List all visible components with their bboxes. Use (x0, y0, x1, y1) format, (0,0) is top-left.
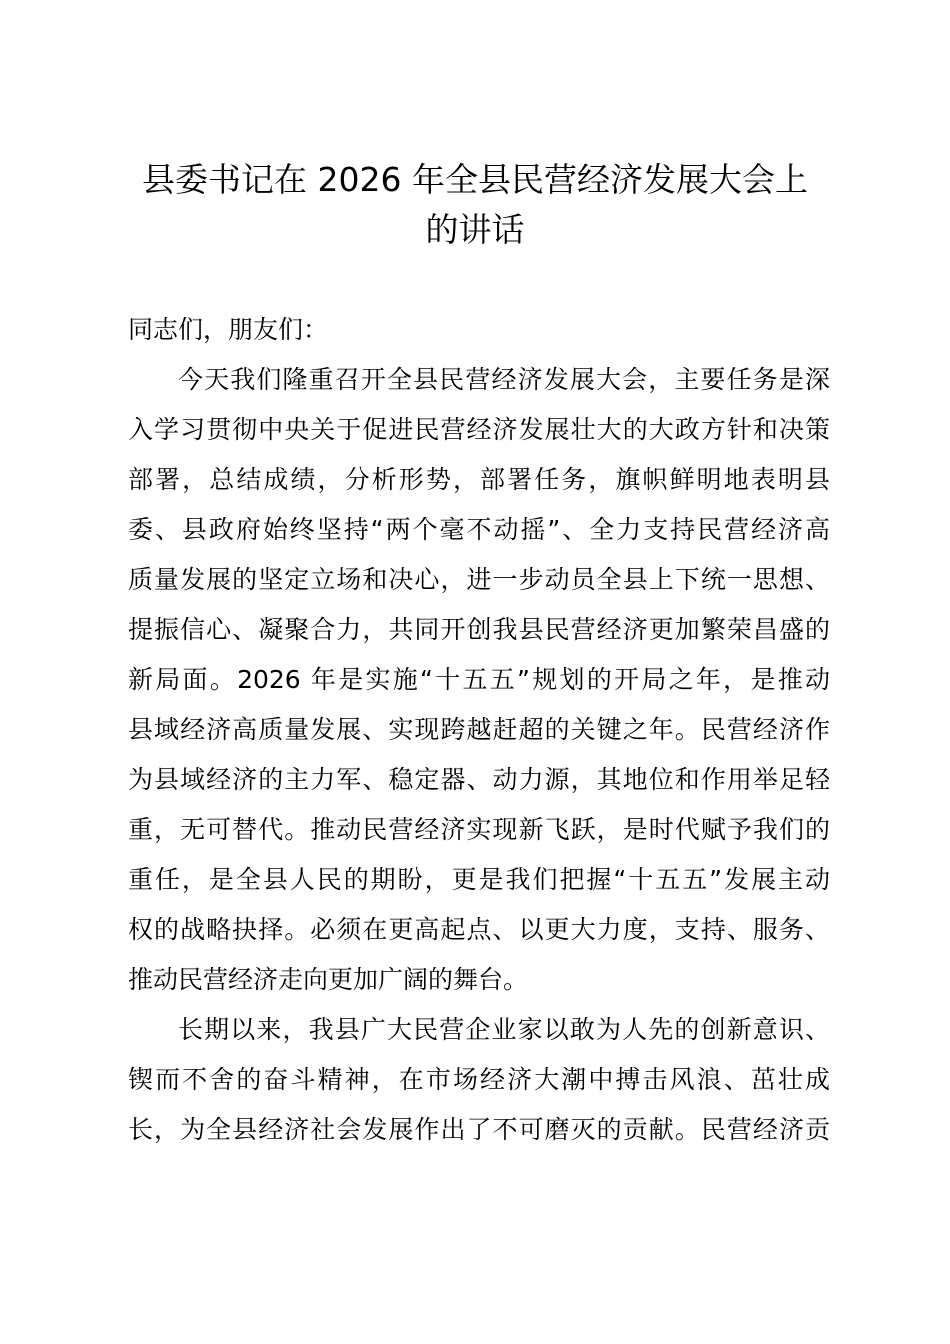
title-line: 的讲话 (425, 210, 525, 249)
paragraphs (128, 355, 830, 1155)
paragraph-line: 锲而不舍的奋斗精神，在市场经济大潮中搏击风浪、茁壮成 (128, 1065, 830, 1094)
paragraph (128, 355, 830, 1005)
paragraph-line: 推动民营经济走向更加广阔的舞台。 (128, 965, 529, 994)
salutation: 同志们，朋友们： (128, 315, 329, 344)
paragraph-line: 新局面。2026 年是实施“十五五”规划的开局之年，是推动 (128, 665, 830, 694)
paragraph-line: 提振信心、凝聚合力，共同开创我县民营经济更加繁荣昌盛的 (128, 615, 830, 644)
paragraph-line: 为县域经济的主力军、稳定器、动力源，其地位和作用举足轻 (128, 765, 830, 794)
paragraph-line: 委、县政府始终坚持“两个毫不动摇”、全力支持民营经济高 (128, 515, 830, 544)
document-title (110, 155, 840, 255)
paragraph (128, 1005, 830, 1155)
paragraph-line: 长期以来，我县广大民营企业家以敢为人先的创新意识、 (178, 1015, 830, 1044)
document-body (128, 305, 830, 1155)
paragraph-line: 今天我们隆重召开全县民营经济发展大会，主要任务是深 (178, 365, 830, 394)
paragraph-line: 部署，总结成绩，分析形势，部署任务，旗帜鲜明地表明县 (128, 465, 830, 494)
paragraph-line: 重任，是全县人民的期盼，更是我们把握“十五五”发展主动 (128, 865, 830, 894)
paragraph-line: 权的战略抉择。必须在更高起点、以更大力度，支持、服务、 (128, 915, 830, 944)
paragraph-line: 入学习贯彻中央关于促进民营经济发展壮大的大政方针和决策 (128, 415, 830, 444)
paragraph-line: 质量发展的坚定立场和决心，进一步动员全县上下统一思想、 (128, 565, 830, 594)
title-line: 县委书记在 2026 年全县民营经济发展大会上 (142, 160, 808, 199)
paragraph-line: 重，无可替代。推动民营经济实现新飞跃，是时代赋予我们的 (128, 815, 830, 844)
paragraph-line: 长，为全县经济社会发展作出了不可磨灭的贡献。民营经济贡 (128, 1115, 830, 1144)
paragraph-line: 县域经济高质量发展、实现跨越赶超的关键之年。民营经济作 (128, 715, 830, 744)
